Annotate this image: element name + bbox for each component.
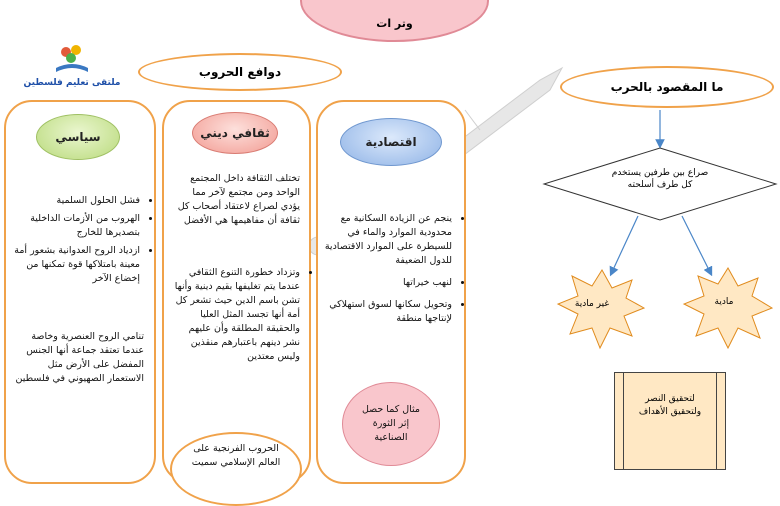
arrow-to-material — [682, 216, 710, 272]
list-item: • الهروب من الأزمات الداخلية بتصديرها للخارج — [12, 212, 140, 240]
economic-example: مثال كما حصل إثر الثورة الصناعية — [361, 404, 420, 443]
list-item: • وتزداد خطورة التنوع الثقافي عندما يتم تغليفها بقيم دينية وأنها تشن باسم الدين حيث تشعر كل أمة أنها تجسد المثل العليا والحقيقة المطلقة وأن عليهم نشر دينهم باعتبارهم منقذين وليس معتدين — [170, 266, 300, 364]
definition-title: ما المقصود بالحرب — [610, 80, 724, 94]
goal-text: لتحقيق النصر ولتحقيق الأهداف — [638, 394, 702, 417]
nonmaterial-burst — [558, 270, 644, 348]
list-item: • ازدياد الروح العدوانية بشعور أمة معينة بامتلاكها قوة تمكنها من إخضاع الآخر — [12, 244, 140, 286]
political-category — [36, 114, 120, 160]
list-item: • لنهب خيراتها — [322, 276, 452, 290]
logo-icon — [52, 40, 92, 74]
cultural-list — [170, 266, 314, 368]
economic-category — [340, 118, 442, 166]
cultural-paragraph: تختلف الثقافة داخل المجتمع الواحد ومن مجتمع لآخر مما يؤدي لصراع لاعتقاد أصحاب كل ثقافة أن مفاهيمها هي الأفضل — [177, 173, 300, 226]
type-material: مادية — [714, 297, 734, 307]
political-list — [12, 194, 154, 290]
material-burst — [684, 268, 772, 348]
economic-title: اقتصادية — [365, 135, 417, 149]
logo-text: ملتقى تعليم فلسطين — [23, 78, 121, 88]
goal-box — [614, 372, 726, 470]
column-political — [4, 100, 156, 484]
column-cultural — [162, 100, 311, 484]
cultural-title: ثقافي ديني — [200, 126, 270, 140]
definition-oval — [560, 66, 774, 108]
top-title-text: وتر ات — [376, 17, 413, 30]
motives-title: دوافع الحروب — [198, 65, 282, 79]
motives-oval — [138, 53, 342, 91]
logo — [22, 40, 122, 92]
top-title-oval — [300, 0, 489, 42]
type-nonmaterial: غير مادية — [574, 299, 610, 309]
cultural-note: الحروب الفرنجية على العالم الإسلامي سميت — [191, 443, 281, 468]
cultural-category — [192, 112, 278, 154]
political-title: سياسي — [55, 130, 101, 144]
column-economic — [316, 100, 466, 484]
arrow-to-nonmaterial — [612, 216, 638, 272]
list-item: • فشل الحلول السلمية — [12, 194, 140, 208]
list-item: • وتحويل سكانها لسوق استهلاكي لإنتاجها منطقة — [322, 298, 452, 326]
economic-list — [322, 212, 466, 330]
political-paragraph: تنامي الروح العنصرية وخاصة عندما تعتقد جماعة أنها الجنس المفضل على الأرض مثل الاستعمار الصهيوني في فلسطين — [15, 331, 144, 384]
diamond-text: صراع بين طرفين يستخدم كل طرف أسلحته — [611, 168, 709, 190]
list-item: • ينجم عن الزيادة السكانية مع محدودية الموارد والماء في للسيطرة على الموارد الاقتصادية للدول الضعيفة — [322, 212, 452, 268]
economic-example-circle — [342, 382, 440, 466]
cultural-note-oval — [170, 432, 302, 506]
